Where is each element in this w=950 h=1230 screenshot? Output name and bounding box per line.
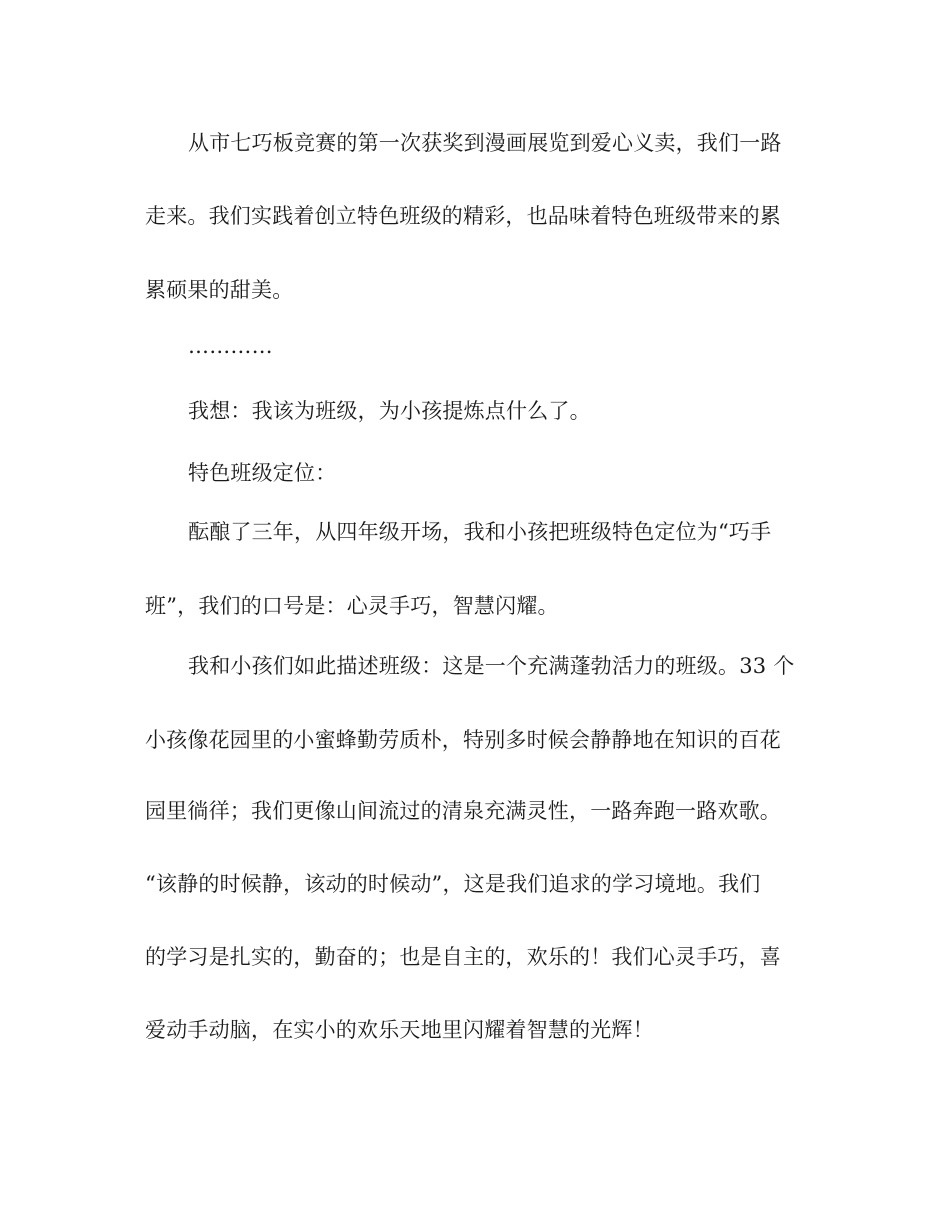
paragraph-line: 我和小孩们如此描述班级：这是一个充满蓬勃活力的班级。33 个	[188, 654, 795, 678]
section-heading: 特色班级定位：	[188, 461, 337, 485]
paragraph-line: 从市七巧板竞赛的第一次获奖到漫画展览到爱心义卖，我们一路	[188, 131, 782, 155]
paragraph-line: 酝酿了三年，从四年级开场，我和小孩把班级特色定位为“巧手	[188, 520, 772, 544]
paragraph-line: 的学习是扎实的，勤奋的；也是自主的，欢乐的！我们心灵手巧，喜	[145, 945, 781, 969]
paragraph-line: “该静的时候静，该动的时候动”，这是我们追求的学习境地。我们	[145, 872, 761, 896]
paragraph-line: 走来。我们实践着创立特色班级的精彩，也品味着特色班级带来的累	[145, 204, 781, 228]
paragraph-line: 累硕果的甜美。	[145, 278, 294, 302]
paragraph-line: 园里徜徉；我们更像山间流过的清泉充满灵性，一路奔跑一路欢歌。	[145, 799, 781, 823]
paragraph-line: 爱动手动脑，在实小的欢乐天地里闪耀着智慧的光辉！	[145, 1018, 654, 1042]
paragraph-line: 我想：我该为班级，为小孩提炼点什么了。	[188, 399, 591, 423]
ellipsis-line: …………	[188, 334, 273, 358]
paragraph-line: 班”，我们的口号是：心灵手巧，智慧闪耀。	[145, 594, 559, 618]
paragraph-line: 小孩像花园里的小蜜蜂勤劳质朴，特别多时候会静静地在知识的百花	[145, 728, 781, 752]
